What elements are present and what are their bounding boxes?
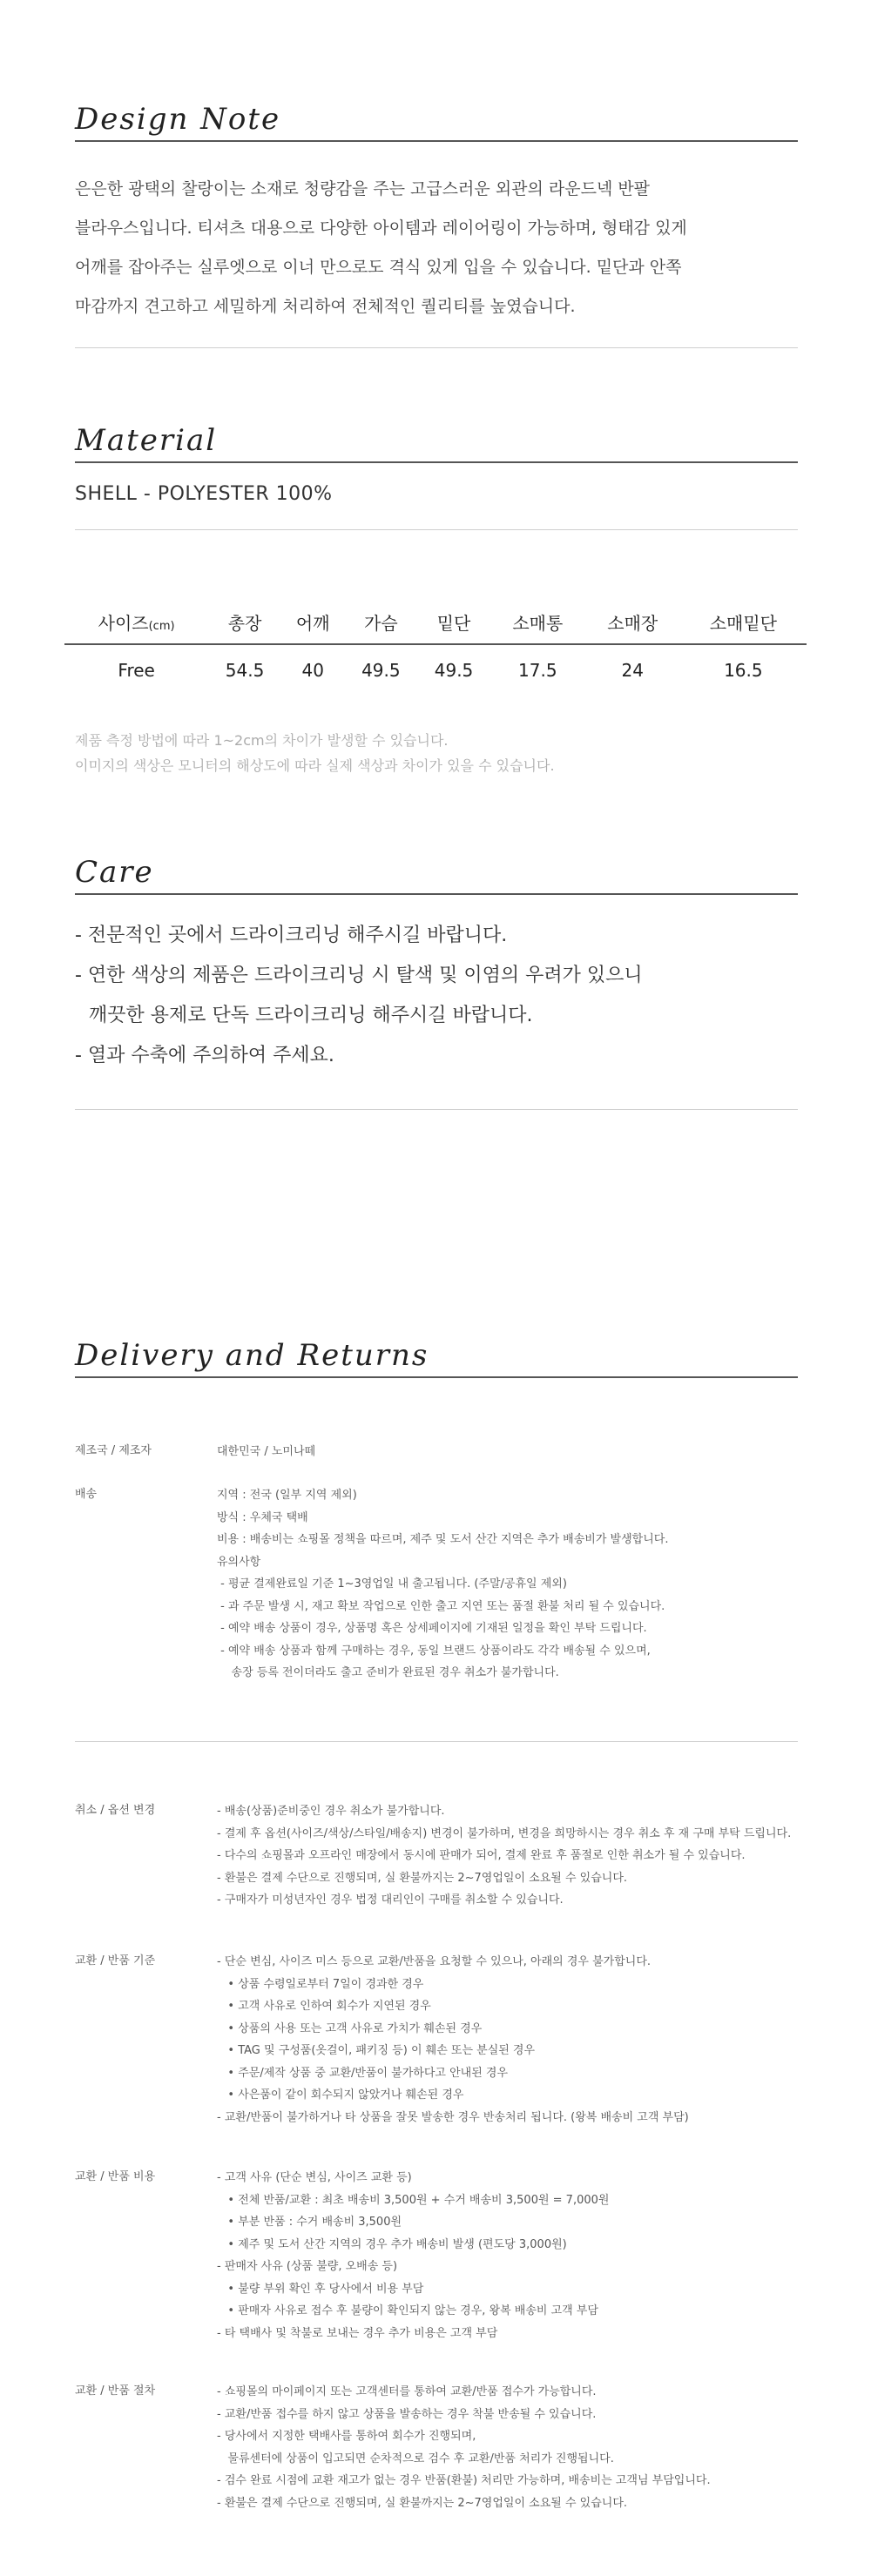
exchange-cost-line: - 판매자 사유 (상품 불량, 오배송 등) [217,2260,398,2273]
exchange-cost-line: - 고객 사유 (단순 변심, 사이즈 교환 등) [217,2171,412,2184]
divider [75,1741,798,1742]
exchange-procedure-line: - 당사에서 지정한 택배사를 통하여 회수가 진행되며, [217,2430,476,2443]
size-table-header-row [64,601,807,644]
size-header-cell: 소매통 [490,601,585,644]
size-cell: 16.5 [724,659,763,681]
divider [75,347,798,348]
shipping-line: - 예약 배송 상품이 경우, 상품명 혹은 상세페이지에 기재된 일정을 확인 부탁 드립니다. [217,1622,647,1635]
material-title: Material [75,423,798,463]
shipping-line: 유의사항 [217,1555,261,1569]
size-header-cell: 가슴 [345,601,418,644]
size-table [64,601,807,695]
maker-label: 제조국 / 제조자 [75,1444,152,1457]
exchange-criteria-line: • 주문/제작 상품 중 교환/반품이 불가하다고 안내된 경우 [217,2066,509,2080]
shipping-line: 방식 : 우체국 택배 [217,1510,308,1524]
maker-info [75,1441,859,1463]
size-cell: 17.5 [518,659,557,681]
shipping-line: - 평균 결제완료일 기준 1~3영업일 내 출고됩니다. (주말/공휴일 제외) [217,1577,567,1591]
size-header-cell: 밑단 [417,601,490,644]
size-table-row [64,644,807,695]
design-note-title: Design Note [75,102,798,142]
care-line: 깨끗한 용제로 단독 드라이크리닝 해주시길 바랍니다. [89,1005,533,1026]
size-header-cell: 소매장 [585,601,680,644]
divider [75,529,798,530]
cancel-line: - 다수의 쇼핑몰과 오프라인 매장에서 동시에 판매가 되어, 결제 완료 후 품절로 인한 취소가 될 수 있습니다. [217,1849,746,1862]
design-note-text [75,170,807,326]
material-text: SHELL - POLYESTER 100% [75,483,333,505]
exchange-procedure-line: - 교환/반품 접수를 하지 않고 상품을 발송하는 경우 착불 반송될 수 있습니다. [217,2407,597,2421]
shipping-line: 지역 : 전국 (일부 지역 제외) [217,1489,357,1502]
exchange-criteria-line: • 고객 사유로 인하여 회수가 지연된 경우 [217,2000,431,2013]
delivery-title: Delivery and Returns [75,1338,798,1378]
exchange-criteria-line: • 상품 수령일로부터 7일이 경과한 경우 [217,1977,424,1991]
exchange-cost-label: 교환 / 반품 비용 [75,2170,156,2183]
exchange-criteria-label: 교환 / 반품 기준 [75,1954,156,1967]
size-cell: Free [118,659,155,681]
exchange-procedure-label: 교환 / 반품 절차 [75,2384,156,2398]
care-title: Care [75,855,798,895]
shipping-line: 송장 등록 전이더라도 출고 준비가 완료된 경우 취소가 불가합니다. [217,1666,559,1679]
care-text [75,916,643,1076]
cancel-info [75,1800,859,1912]
care-line: - 전문적인 곳에서 드라이크리닝 해주시길 바랍니다. [75,925,508,946]
size-cell: 49.5 [434,659,474,681]
size-note: 이미지의 색상은 모니터의 해상도에 따라 실제 색상과 차이가 있을 수 있습니다. [75,757,555,774]
shipping-line: - 과 주문 발생 시, 재고 확보 작업으로 인한 출고 지연 또는 품절 환불 처리 될 수 있습니다. [217,1599,665,1613]
maker-value: 대한민국 / 노미나떼 [217,1445,316,1458]
size-cell: 54.5 [225,659,265,681]
exchange-cost-line: • 부분 반품 : 수거 배송비 3,500원 [217,2216,402,2229]
cancel-line: - 결제 후 옵션(사이즈/색상/스타일/배송지) 변경이 불가하며, 변경을 희망하시는 경우 취소 후 재 구매 부탁 드립니다. [217,1826,792,1840]
care-line: - 열과 수축에 주의하여 주세요. [75,1045,334,1066]
exchange-procedure-line: - 쇼핑몰의 마이페이지 또는 고객센터를 통하여 교환/반품 접수가 가능합니다. [217,2385,597,2398]
size-header-cell: 총장 [208,601,281,644]
exchange-procedure-line: 물류센터에 상품이 입고되면 순차적으로 검수 후 교환/반품 처리가 진행됩니다. [217,2452,614,2465]
exchange-cost-line: - 타 택배사 및 착불로 보내는 경우 추가 비용은 고객 부담 [217,2326,498,2340]
shipping-info [75,1484,859,1685]
size-cell: 24 [621,659,644,681]
exchange-cost-info [75,2167,859,2344]
shipping-label: 배송 [75,1488,98,1501]
cancel-label: 취소 / 옵션 변경 [75,1804,156,1817]
shipping-line: 비용 : 배송비는 쇼핑몰 정책을 따르며, 제주 및 도서 산간 지역은 추가 배송비가 발생합니다. [217,1533,669,1546]
cancel-line: - 구매자가 미성년자인 경우 법정 대리인이 구매를 취소할 수 있습니다. [217,1893,564,1907]
size-header-cell: 어깨 [281,601,345,644]
size-header-cell: 소매밑단 [680,601,807,644]
shipping-line: - 예약 배송 상품과 함께 구매하는 경우, 동일 브랜드 상품이라도 각각 배송될 수 있으며, [217,1644,651,1658]
cancel-line: - 배송(상품)준비중인 경우 취소가 불가합니다. [217,1805,445,1818]
size-cell: 40 [301,659,324,681]
size-cell: 49.5 [361,659,401,681]
exchange-criteria-line: • 사은품이 같이 회수되지 않았거나 훼손된 경우 [217,2088,464,2102]
design-note-line: 어깨를 잡아주는 실루엣으로 이너 만으로도 격식 있게 입을 수 있습니다. 밑단과 안쪽 [75,258,682,277]
size-notes [75,728,555,778]
exchange-criteria-info [75,1951,859,2129]
exchange-procedure-line: - 환불은 결제 수단으로 진행되며, 실 환불까지는 2~7영업일이 소요될 수 있습니다. [217,2496,628,2510]
exchange-procedure-info [75,2381,859,2514]
exchange-criteria-line: - 단순 변심, 사이즈 미스 등으로 교환/반품을 요청할 수 있으나, 아래의 경우 불가합니다. [217,1955,652,1968]
cancel-line: - 환불은 결제 수단으로 진행되며, 실 환불까지는 2~7영업일이 소요될 수 있습니다. [217,1871,628,1885]
size-header-cell: 사이즈(cm) [64,601,208,644]
exchange-cost-line: • 불량 부위 확인 후 당사에서 비용 부담 [217,2282,424,2296]
exchange-cost-line: • 전체 반품/교환 : 최초 배송비 3,500원 + 수거 배송비 3,500원 = 7,000원 [217,2193,610,2207]
exchange-procedure-line: - 검수 완료 시점에 교환 재고가 없는 경우 반품(환불) 처리만 가능하며, 배송비는 고객님 부담입니다. [217,2474,711,2487]
divider [75,1109,798,1110]
exchange-criteria-line: • TAG 및 구성품(옷걸이, 패키징 등) 이 훼손 또는 분실된 경우 [217,2044,536,2057]
exchange-criteria-line: - 교환/반품이 불가하거나 타 상품을 잘못 발송한 경우 반송처리 됩니다. (왕복 배송비 고객 부담) [217,2110,689,2124]
design-note-line: 블라우스입니다. 티셔츠 대용으로 다양한 아이템과 레이어링이 가능하며, 형태감 있게 [75,219,687,238]
size-note: 제품 측정 방법에 따라 1~2cm의 차이가 발생할 수 있습니다. [75,732,449,749]
care-line: - 연한 색상의 제품은 드라이크리닝 시 탈색 및 이염의 우려가 있으니 [75,965,643,986]
exchange-cost-line: • 제주 및 도서 산간 지역의 경우 추가 배송비 발생 (편도당 3,000원) [217,2237,567,2251]
exchange-criteria-line: • 상품의 사용 또는 고객 사유로 가치가 훼손된 경우 [217,2021,483,2035]
design-note-line: 은은한 광택의 찰랑이는 소재로 청량감을 주는 고급스러운 외관의 라운드넥 반팔 [75,179,651,198]
exchange-cost-line: • 판매자 사유로 접수 후 불량이 확인되지 않는 경우, 왕복 배송비 고객 부담 [217,2304,598,2317]
design-note-line: 마감까지 견고하고 세밀하게 처리하여 전체적인 퀄리티를 높였습니다. [75,297,576,316]
